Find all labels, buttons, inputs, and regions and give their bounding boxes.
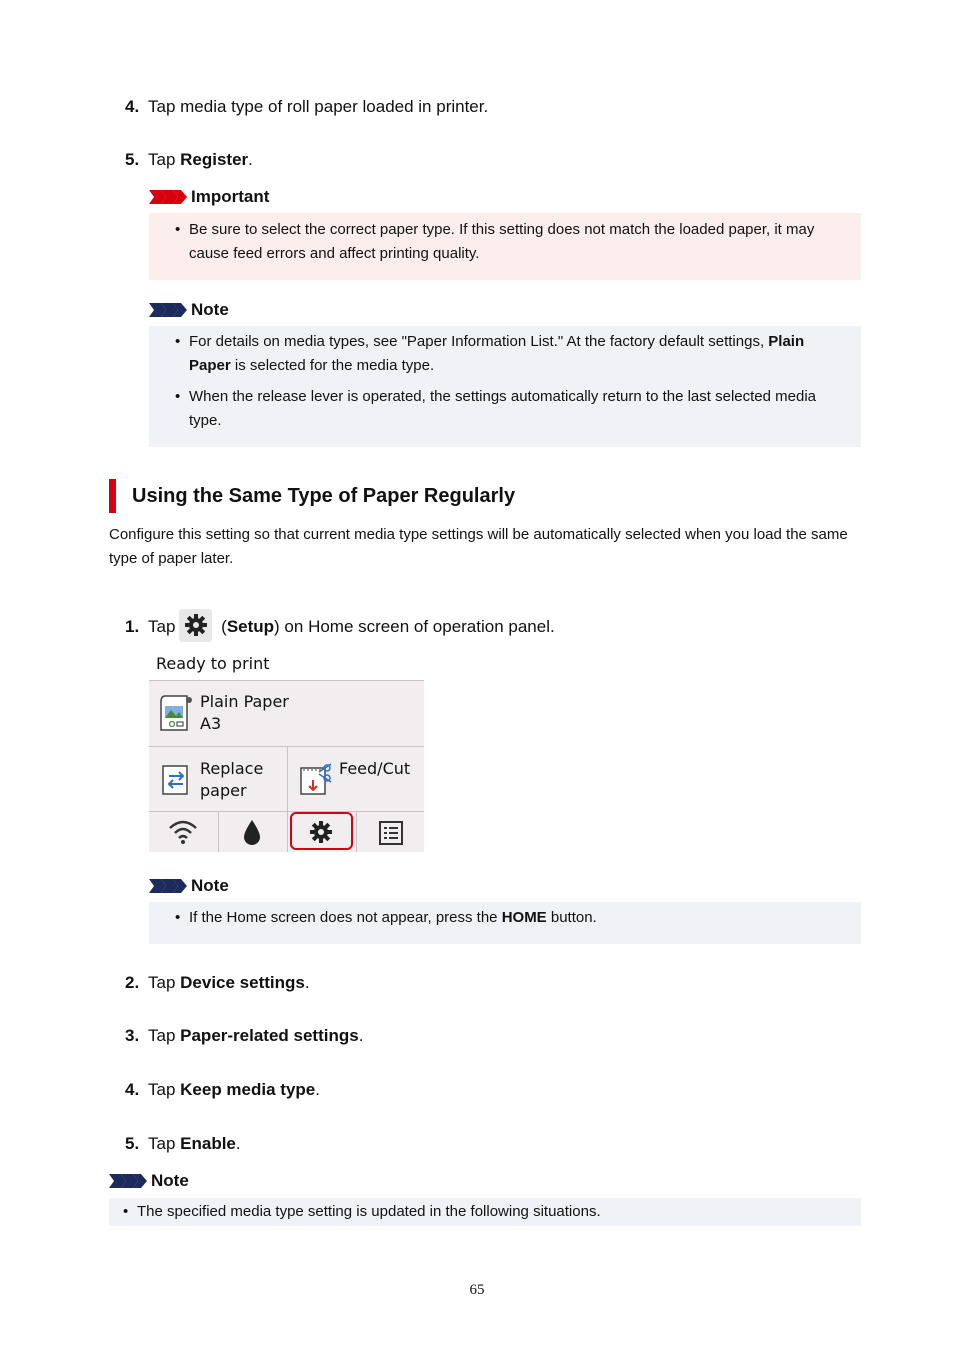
note-item [149,906,861,930]
note-title: Note [151,1171,189,1190]
important-box [149,213,861,280]
wifi-icon [167,818,199,846]
step-4 [125,1079,320,1101]
section-intro: Configure this setting so that current media type settings will be automatically selected when you load the same type of paper later. [109,526,848,567]
heading-bar [109,479,116,513]
step-text: Tap [148,973,181,992]
step-text: ) on Home screen of operation panel. [274,617,555,636]
status-text: Ready to print [156,654,270,673]
page-number: 65 [469,1282,485,1298]
step-number: 3. [125,1026,140,1045]
step-bold: Device settings [180,973,305,992]
step-suffix: . [304,973,310,992]
step-suffix: . [248,150,253,169]
step-bold: Register [180,150,249,169]
step-bold: Keep media type [180,1080,316,1099]
step-suffix: . [315,1080,320,1099]
note-arrows-icon [149,301,187,319]
step-text: Tap [148,1134,181,1153]
paper-size-text: A3 [200,714,222,733]
feed-cut-icon [299,762,335,796]
ink-drop-icon [242,818,262,846]
paper-type-text: Plain Paper [200,692,289,711]
step-text: ( [216,617,227,636]
note-bold: Plain Paper [189,333,805,374]
step-text: Tap [148,1026,181,1045]
paper-info-icon [159,692,193,734]
step-5-top [125,149,253,171]
step-5 [125,1133,241,1155]
step-number: 1. [125,617,140,636]
note-item [149,330,861,378]
note-item: • When the release lever is operated, the settings automatically return to the last selected media type. [149,385,861,433]
setup-gear-icon [179,609,212,642]
replace-text-1: Replace [200,759,264,778]
step-2 [125,972,310,994]
note-text: is selected for the media type. [230,357,435,374]
section-heading [109,479,515,513]
note-item: • The specified media type setting is updated in the following situations. [109,1200,861,1224]
step-bold: Paper-related settings [180,1026,359,1045]
step-bold: Enable [180,1134,236,1153]
step-suffix: . [358,1026,364,1045]
replace-text-2: paper [200,781,247,800]
heading-text: Using the Same Type of Paper Regularly [132,484,516,507]
step-3 [125,1025,363,1047]
step-bold: Setup [226,617,275,636]
important-title: Important [191,187,270,206]
step-number: 2. [125,973,140,992]
step-1 [125,609,555,642]
step-text: Tap [148,1080,181,1099]
note-header [149,300,229,320]
step-text: Tap media type of roll paper loaded in printer. [148,97,489,116]
note-title: Note [191,876,229,895]
note-arrows-icon [109,1172,147,1190]
step-number: 5. [125,1134,140,1153]
note-header [149,876,229,896]
feedcut-text: Feed/Cut [339,759,411,778]
step-number: 5. [125,150,140,169]
home-screen-panel [149,648,424,852]
important-item: • Be sure to select the correct paper type. If this setting does not match the loaded paper, it may cause feed errors and affect printing quality. [149,218,861,266]
note-arrows-icon [149,877,187,895]
note-title: Note [191,300,229,319]
important-arrows-icon [149,188,187,206]
note-bold: HOME [501,909,547,926]
note-box [149,326,861,447]
replace-paper-icon [161,762,191,796]
note-text: For details on media types, see "Paper Information List." At the factory default settings, [189,333,769,350]
step-number: 4. [125,1080,140,1099]
note-header [109,1171,189,1191]
note-box [109,1198,861,1226]
step-text: Tap [148,617,176,636]
list-icon [378,820,404,846]
step-number: 4. [125,97,140,116]
step-text: Tap [148,150,181,169]
note-box [149,902,861,944]
note-text: If the Home screen does not appear, press the [189,909,502,926]
note-text: button. [546,909,597,926]
setup-gear-icon [308,819,334,845]
step-suffix: . [235,1134,241,1153]
step-4-top [125,96,488,118]
important-header [149,187,269,207]
